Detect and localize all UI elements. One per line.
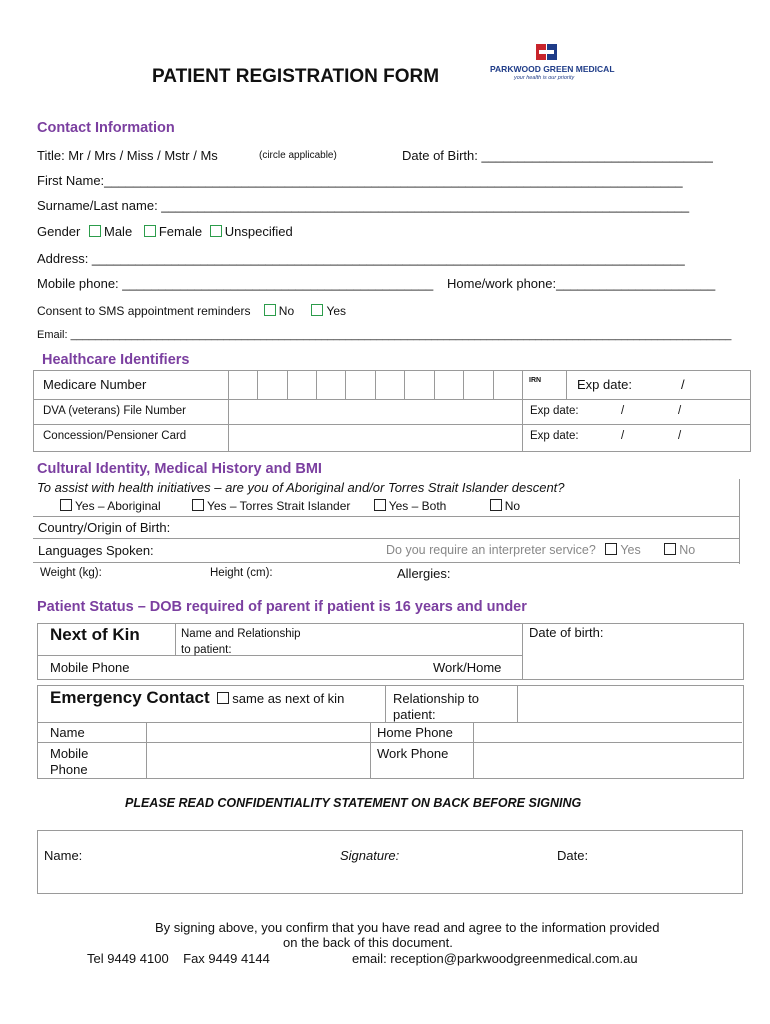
- page-title: PATIENT REGISTRATION FORM: [152, 66, 440, 87]
- languages-field[interactable]: Languages Spoken:: [38, 543, 154, 558]
- relationship-label: Relationship to: [393, 691, 479, 706]
- signature-field[interactable]: Signature:: [340, 848, 400, 863]
- emergency-phone-label: Phone: [50, 762, 88, 777]
- sms-no-label: No: [278, 304, 295, 318]
- interpreter-yes-label: Yes: [620, 543, 641, 557]
- allergies-field[interactable]: Allergies:: [397, 566, 451, 581]
- atsi-torres-label: Yes – Torres Strait Islander: [206, 499, 351, 513]
- atsi-options: [60, 499, 520, 513]
- date-slash: /: [621, 430, 625, 442]
- atsi-no-checkbox[interactable]: [490, 499, 502, 511]
- concession-exp-label: Exp date:: [530, 430, 579, 442]
- same-as-kin-checkbox[interactable]: [217, 692, 229, 704]
- footer-email: email: reception@parkwoodgreenmedical.com.au: [352, 951, 638, 966]
- sms-yes-checkbox[interactable]: [311, 304, 323, 316]
- sms-label: Consent to SMS appointment reminders: [37, 304, 251, 318]
- title-field[interactable]: Title: Mr / Mrs / Miss / Mstr / Ms: [37, 148, 218, 163]
- atsi-aboriginal-checkbox[interactable]: [60, 499, 72, 511]
- kin-mobile-label: Mobile Phone: [50, 660, 130, 675]
- email-field[interactable]: Email: ____________________________________________________________________________________________________________: [37, 329, 732, 341]
- cultural-heading: Cultural Identity, Medical History and BMI: [37, 461, 322, 477]
- address-field[interactable]: Address: __________________________________________________________________________________: [37, 251, 685, 266]
- footer-statement-line1: By signing above, you confirm that you have read and agree to the information provided: [155, 920, 660, 935]
- atsi-question: To assist with health initiatives – are you of Aboriginal and/or Torres Strait Islander descent?: [37, 480, 565, 495]
- healthcare-heading: Healthcare Identifiers: [42, 352, 190, 368]
- mobile-field[interactable]: Mobile phone: ___________________________________________: [37, 276, 434, 291]
- kin-workhome-label: Work/Home: [433, 660, 502, 675]
- interpreter-yes-checkbox[interactable]: [605, 543, 617, 555]
- interpreter-no-label: No: [679, 543, 696, 557]
- gender-label: Gender: [37, 224, 81, 239]
- logo-icon: [536, 44, 558, 62]
- next-of-kin-title: Next of Kin: [50, 625, 140, 644]
- surname-field[interactable]: Surname/Last name: _________________________________________________________________________: [37, 198, 690, 213]
- first-name-field[interactable]: First Name:________________________________________________________________________________: [37, 173, 683, 188]
- atsi-torres-checkbox[interactable]: [192, 499, 204, 511]
- sign-name-field[interactable]: Name:: [44, 848, 83, 863]
- logo-tagline: your health is our priority: [514, 75, 575, 81]
- date-slash: /: [678, 430, 682, 442]
- dob-field[interactable]: Date of Birth: ________________________________: [402, 148, 713, 163]
- date-slash: /: [678, 405, 682, 417]
- atsi-both-label: Yes – Both: [388, 499, 447, 513]
- patient-status-heading: Patient Status – DOB required of parent if patient is 16 years and under: [37, 599, 527, 615]
- dva-label: DVA (veterans) File Number: [43, 405, 186, 417]
- footer-phone-fax: Tel 9449 4100 Fax 9449 4144: [87, 951, 270, 966]
- dva-exp-label: Exp date:: [530, 405, 579, 417]
- patient-label: patient:: [393, 707, 436, 722]
- circle-note: (circle applicable): [259, 150, 337, 161]
- atsi-both-checkbox[interactable]: [374, 499, 386, 511]
- date-slash: /: [621, 405, 625, 417]
- logo: [488, 42, 615, 84]
- gender-female-label: Female: [158, 224, 203, 239]
- emergency-title-row: [50, 688, 344, 708]
- emergency-work-phone-label: Work Phone: [377, 746, 449, 761]
- sms-consent-row: [37, 304, 346, 318]
- height-field[interactable]: Height (cm):: [210, 567, 273, 579]
- footer-statement-line2: on the back of this document.: [283, 935, 453, 950]
- logo-name: PARKWOOD GREEN MEDICAL: [490, 64, 615, 74]
- concession-label: Concession/Pensioner Card: [43, 430, 187, 442]
- confidentiality-notice: PLEASE READ CONFIDENTIALITY STATEMENT ON BACK BEFORE SIGNING: [125, 796, 582, 810]
- interpreter-label: Do you require an interpreter service?: [386, 543, 596, 557]
- country-field[interactable]: Country/Origin of Birth:: [38, 520, 171, 535]
- date-slash: /: [681, 377, 685, 392]
- sms-yes-label: Yes: [326, 304, 347, 318]
- home-work-field[interactable]: Home/work phone:______________________: [447, 276, 716, 291]
- emergency-home-phone-label: Home Phone: [377, 725, 453, 740]
- irn-label: IRN: [529, 377, 542, 384]
- emergency-title: Emergency Contact: [50, 688, 210, 707]
- gender-female-checkbox[interactable]: [144, 225, 156, 237]
- gender-unspecified-checkbox[interactable]: [210, 225, 222, 237]
- emergency-name-label: Name: [50, 725, 85, 740]
- same-as-kin-label: same as next of kin: [232, 691, 345, 706]
- atsi-aboriginal-label: Yes – Aboriginal: [75, 499, 161, 513]
- medicare-exp-label: Exp date:: [577, 377, 632, 392]
- sign-date-field[interactable]: Date:: [557, 848, 589, 863]
- name-relationship-label: Name and Relationship: [181, 628, 301, 640]
- gender-unspecified-label: Unspecified: [224, 224, 293, 239]
- medicare-label: Medicare Number: [43, 377, 147, 392]
- sms-no-checkbox[interactable]: [264, 304, 276, 316]
- emergency-mobile-label: Mobile: [50, 746, 89, 761]
- interpreter-row: [386, 543, 695, 557]
- gender-male-checkbox[interactable]: [89, 225, 101, 237]
- gender-row: [37, 224, 293, 239]
- contact-heading: Contact Information: [37, 120, 175, 136]
- interpreter-no-checkbox[interactable]: [664, 543, 676, 555]
- kin-dob-label: Date of birth:: [529, 625, 604, 640]
- weight-field[interactable]: Weight (kg):: [40, 567, 102, 579]
- atsi-no-label: No: [504, 499, 521, 513]
- to-patient-label: to patient:: [181, 644, 232, 656]
- gender-male-label: Male: [104, 224, 133, 239]
